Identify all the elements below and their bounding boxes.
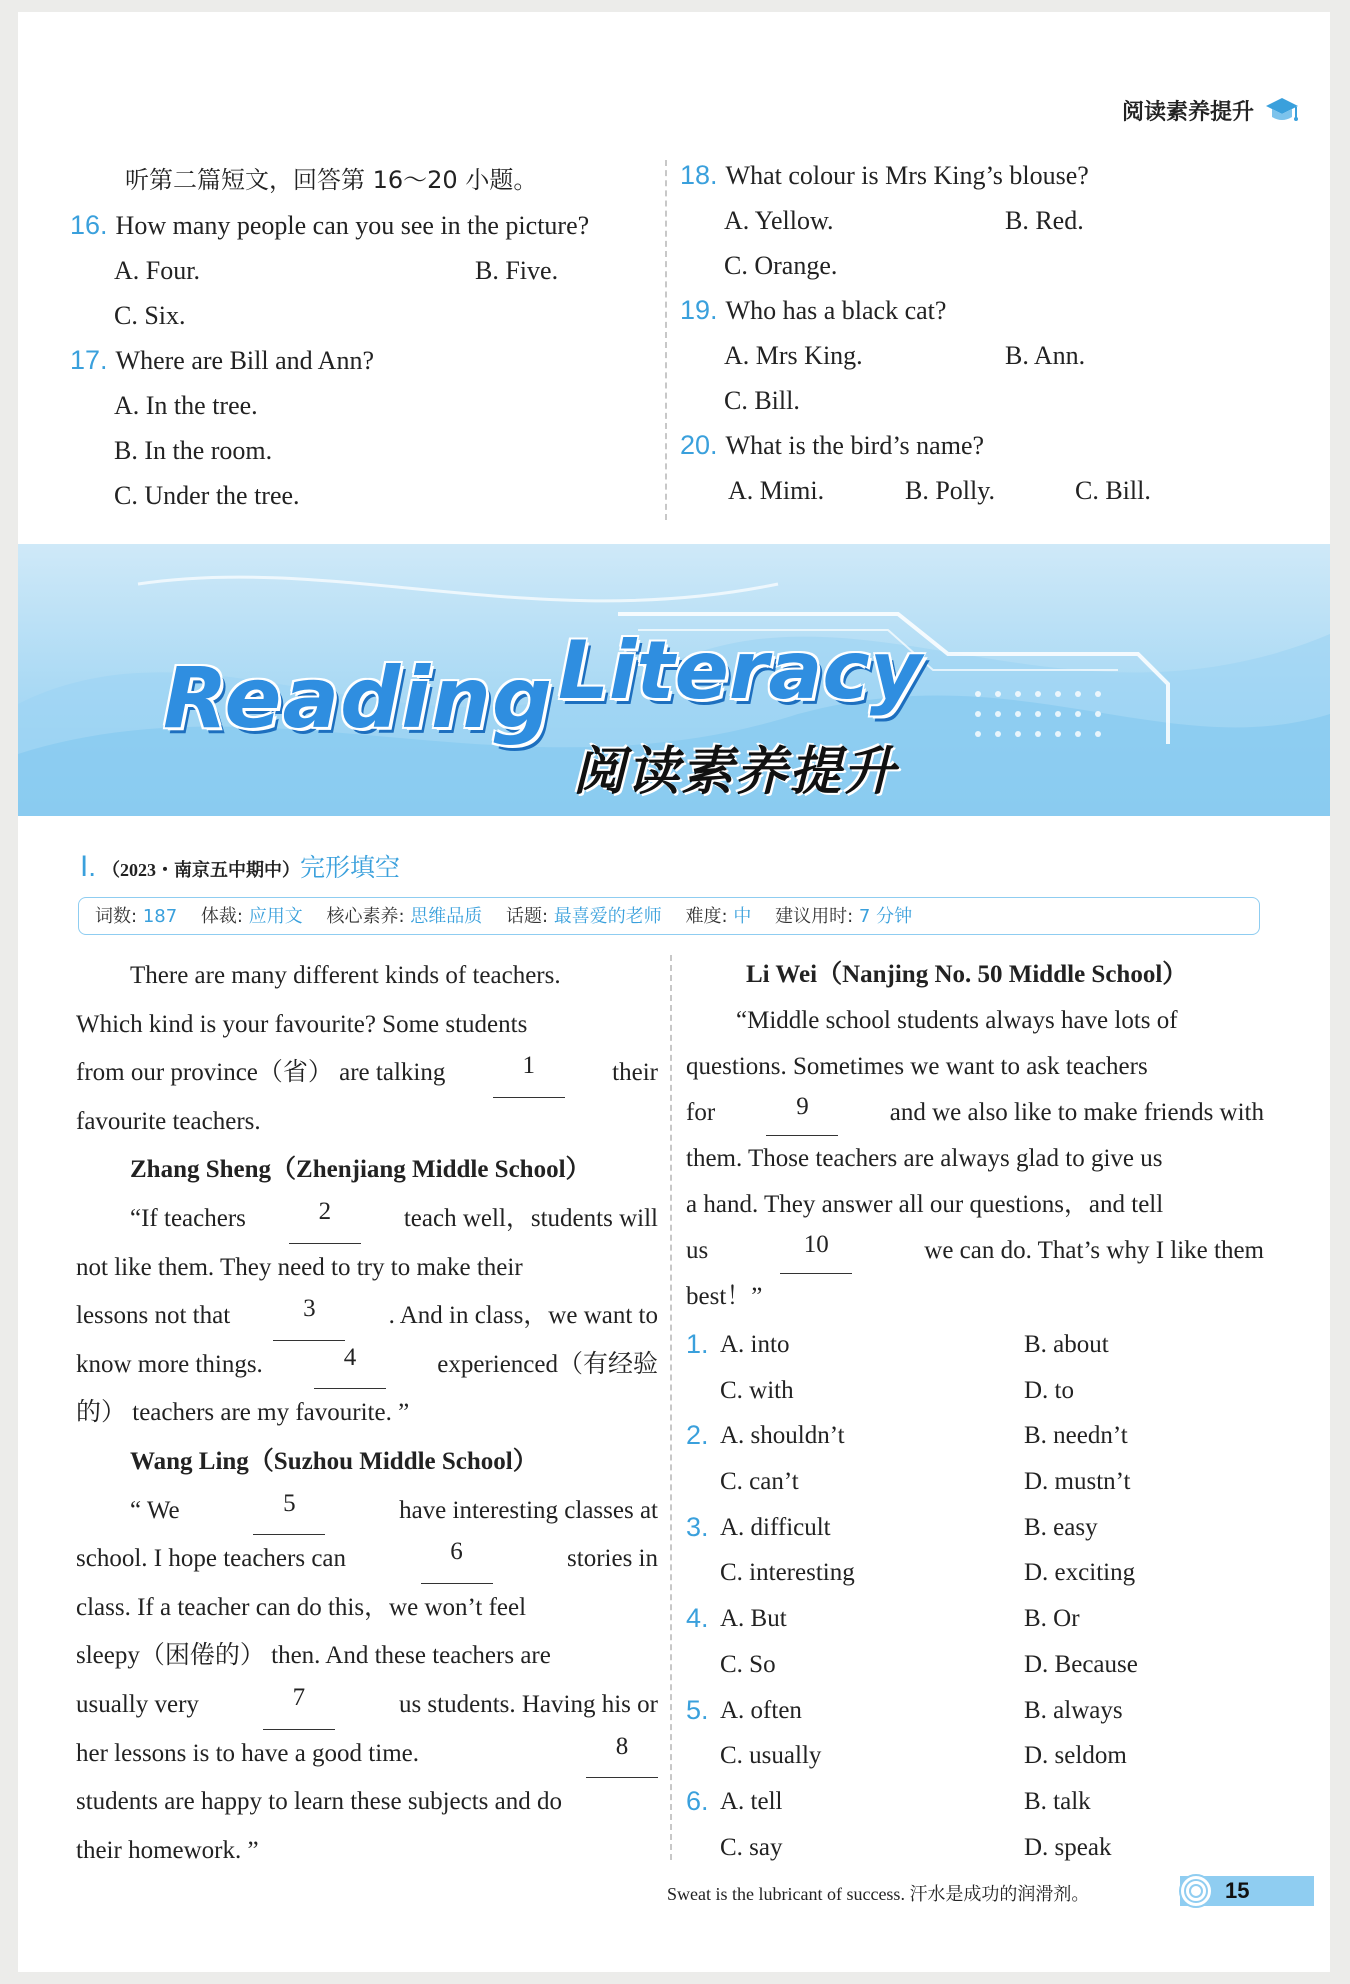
option-a[interactable]: A. Mimi. [728,476,825,505]
option-c[interactable]: C. So [720,1650,776,1678]
listening-left-column [70,158,660,518]
option-b[interactable]: B. Five. [475,256,559,285]
text: us students. Having his or [398,1690,658,1718]
text: stories in [567,1545,658,1573]
option-c[interactable]: C. Under the tree. [114,481,300,510]
text: usually very [76,1690,199,1718]
passage-line [76,1778,658,1827]
speaker-heading [76,1146,658,1195]
text: us [686,1237,709,1264]
passage-line [76,952,658,1001]
option-a[interactable]: A. difficult [720,1513,831,1541]
passage-line [76,1001,658,1050]
text: Wang Ling（Suzhou Middle School） [130,1447,538,1475]
blank-8[interactable]: 8 [586,1730,658,1779]
option-row [686,1688,1286,1734]
option-b[interactable]: B. Or [1024,1605,1080,1633]
passage-right [686,952,1264,1320]
text: experienced（有经验 [437,1350,658,1378]
text: Zhang Sheng（Zhenjiang Middle School） [130,1156,591,1184]
passage-line [76,1341,658,1390]
text: and we also like to make friends with [889,1099,1264,1126]
options-row [680,243,1300,288]
question-text: Who has a black cat? [725,296,947,325]
text: Which kind is your favourite? Some students [76,1010,528,1038]
option-b[interactable]: B. needn’t [1024,1422,1128,1450]
option-c[interactable]: C. say [720,1833,783,1861]
footer-motto: Sweat is the lubricant of success. 汗水是成功的润滑剂。 [667,1884,1090,1904]
text: favourite teachers. [76,1107,261,1135]
option-d[interactable]: D. speak [1024,1833,1112,1861]
option-d[interactable]: D. mustn’t [1024,1468,1131,1496]
text: lessons not that [76,1302,231,1330]
option-b[interactable]: B. Ann. [1005,341,1086,370]
blank-4[interactable]: 4 [314,1341,386,1390]
text: their [612,1059,658,1087]
option-row [686,1825,1286,1871]
info-value: 7 分钟 [858,906,913,927]
banner-word-reading: Reading [163,649,554,747]
passage-line [686,1228,1264,1274]
option-b[interactable]: B. talk [1024,1787,1091,1815]
column-divider [670,955,672,1860]
info-value: 应用文 [248,906,303,927]
option-row [686,1596,1286,1642]
reading-literacy-banner [18,544,1330,816]
text: best！” [686,1283,763,1310]
options-row [70,293,660,338]
option-a[interactable]: A. Four. [114,256,200,285]
option-row [686,1733,1286,1779]
option-c[interactable]: C. with [720,1376,794,1404]
text: teach well，students will [403,1204,658,1232]
passage-line [76,1195,658,1244]
text: not like them. They need to try to make their [76,1253,523,1281]
passage-line [686,1182,1264,1228]
option-row [686,1779,1286,1825]
text: for [686,1099,716,1126]
passage-line [686,1090,1264,1136]
info-key: 词数: [95,906,138,927]
cloze-options [686,1322,1286,1870]
question-number: 20. [680,430,718,460]
info-box [78,897,1260,935]
options-row [680,378,1300,423]
passage-line [76,1244,658,1293]
text: students are happy to learn these subjects and do [76,1788,562,1816]
section-name: 完形填空 [300,853,401,882]
option-b[interactable]: B. easy [1024,1513,1098,1541]
item-number: 5. [686,1694,709,1725]
passage-line [686,1136,1264,1182]
options-row [70,248,660,293]
options-row [680,333,1300,378]
option-d[interactable]: D. seldom [1024,1742,1127,1770]
text: “Middle school students always have lots of [736,1007,1178,1034]
banner-subtitle: 阅读素养提升 [573,742,898,802]
option-d[interactable]: D. Because [1024,1650,1138,1678]
passage-line [76,1730,658,1779]
item-number: 1. [686,1329,709,1359]
column-divider [665,160,667,520]
option-b[interactable]: B. always [1024,1696,1123,1724]
speaker-heading [686,952,1264,998]
info-key: 话题: [506,906,549,927]
question-19 [680,288,1300,333]
option-a[interactable]: A. Yellow. [724,206,834,235]
info-value: 中 [733,906,752,927]
item-number: 3. [686,1511,709,1542]
item-number: 2. [686,1420,709,1451]
text: we can do. That’s why I like them [924,1237,1264,1264]
option-c[interactable]: C. Orange. [724,251,838,280]
blank-2[interactable]: 2 [289,1195,361,1244]
question-16 [70,203,660,248]
blank-7[interactable]: 7 [263,1681,335,1730]
blank-9[interactable]: 9 [766,1090,838,1136]
text: “ We [130,1496,180,1524]
option-c[interactable]: C. can’t [720,1468,799,1496]
option-row [686,1505,1286,1551]
section-number: Ⅰ. [80,851,97,882]
text: . And in class，we want to [388,1302,658,1330]
option-a[interactable]: A. tell [720,1787,783,1815]
option-c[interactable]: C. Bill. [724,386,800,415]
info-key: 核心素养: [326,906,405,927]
passage-line [76,1681,658,1730]
blank-1[interactable]: 1 [493,1049,565,1098]
text: from our province（省） are talking [76,1059,446,1087]
options-row [680,198,1300,243]
passage-line [76,1098,658,1147]
option-a[interactable]: A. often [720,1696,802,1724]
blank-6[interactable]: 6 [421,1535,493,1584]
info-value: 最喜爱的老师 [553,906,662,927]
text: their homework. ” [76,1836,259,1864]
passage-line [76,1535,658,1584]
text: class. If a teacher can do this，we won’t feel [76,1593,527,1621]
page-header [1122,95,1300,126]
question-number: 19. [680,295,718,325]
passage-line [76,1292,658,1341]
info-value: 187 [142,906,178,927]
passage-line [76,1487,658,1536]
passage-line [76,1827,658,1876]
text: questions. Sometimes we want to ask teachers [686,1053,1148,1080]
info-value: 思维品质 [410,906,483,927]
option-a[interactable]: A. shouldn’t [720,1422,845,1450]
question-number: 16. [70,210,108,240]
text: have interesting classes at [399,1496,658,1524]
option-c[interactable]: C. Bill. [1075,476,1151,505]
text: There are many different kinds of teachers. [130,962,561,989]
blank-10[interactable]: 10 [780,1228,852,1274]
question-17 [70,338,660,383]
question-text: What is the bird’s name? [725,431,985,460]
option-row [686,1413,1286,1459]
speaker-heading [76,1438,658,1487]
passage-line [76,1389,658,1438]
text: school. I hope teachers can [76,1545,347,1573]
option-a[interactable]: A. into [720,1331,790,1358]
text: 的） teachers are my favourite. ” [76,1399,410,1427]
question-number: 18. [680,160,718,190]
graduation-cap-icon [1264,96,1300,126]
option-a[interactable]: A. In the tree. [114,391,258,420]
options-row [70,383,660,428]
info-key: 建议用时: [775,906,854,927]
question-18 [680,153,1300,198]
question-text: Where are Bill and Ann? [115,346,374,375]
listening-right-column [680,153,1300,513]
passage-left [76,952,658,1875]
passage-line [76,1584,658,1633]
option-row [686,1322,1286,1368]
blank-5[interactable]: 5 [253,1487,325,1536]
option-c[interactable]: C. Six. [114,301,186,330]
text: her lessons is to have a good time. [76,1739,419,1767]
blank-3[interactable]: 3 [273,1292,345,1341]
text: “If teachers [130,1204,246,1232]
text: them. Those teachers are always glad to give us [686,1145,1163,1172]
option-b[interactable]: B. Polly. [905,476,996,505]
section-title [80,848,400,884]
section-source: （2023・南京五中期中） [102,860,301,880]
listening-instruction: 听第二篇短文，回答第 16～20 小题。 [125,166,538,194]
text: a hand. They answer all our questions，and tell [686,1191,1164,1218]
banner-word-literacy: Literacy [558,624,922,717]
question-number: 17. [70,345,108,375]
options-row [70,473,660,518]
option-row [686,1642,1286,1688]
passage-line [76,1632,658,1681]
option-d[interactable]: D. exciting [1024,1559,1136,1587]
page-number: 15 [1225,1878,1250,1903]
option-b[interactable]: B. In the room. [114,436,273,465]
item-number: 6. [686,1785,709,1816]
passage-line [686,1274,1264,1320]
passage-line [686,1044,1264,1090]
option-c[interactable]: C. usually [720,1742,822,1770]
text: sleepy（困倦的） then. And these teachers are [76,1642,551,1670]
options-row [70,428,660,473]
question-20 [680,423,1300,468]
question-text: How many people can you see in the picture? [115,211,590,240]
options-row [680,468,1300,513]
option-row [686,1459,1286,1505]
info-key: 难度: [685,906,728,927]
option-b[interactable]: B. about [1024,1331,1109,1358]
option-row [686,1368,1286,1414]
question-text: What colour is Mrs King’s blouse? [725,161,1089,190]
info-key: 体裁: [200,906,243,927]
option-d[interactable]: D. to [1024,1376,1074,1404]
option-row [686,1550,1286,1596]
text: Li Wei（Nanjing No. 50 Middle School） [746,961,1188,988]
item-number: 4. [686,1603,709,1634]
option-a[interactable]: A. But [720,1605,787,1633]
text: know more things. [76,1350,263,1378]
passage-line [76,1049,658,1098]
option-a[interactable]: A. Mrs King. [724,341,863,370]
option-b[interactable]: B. Red. [1005,206,1084,235]
option-c[interactable]: C. interesting [720,1559,855,1587]
passage-line [686,998,1264,1044]
header-title: 阅读素养提升 [1121,100,1254,125]
page-badge-icon [1178,1872,1218,1912]
